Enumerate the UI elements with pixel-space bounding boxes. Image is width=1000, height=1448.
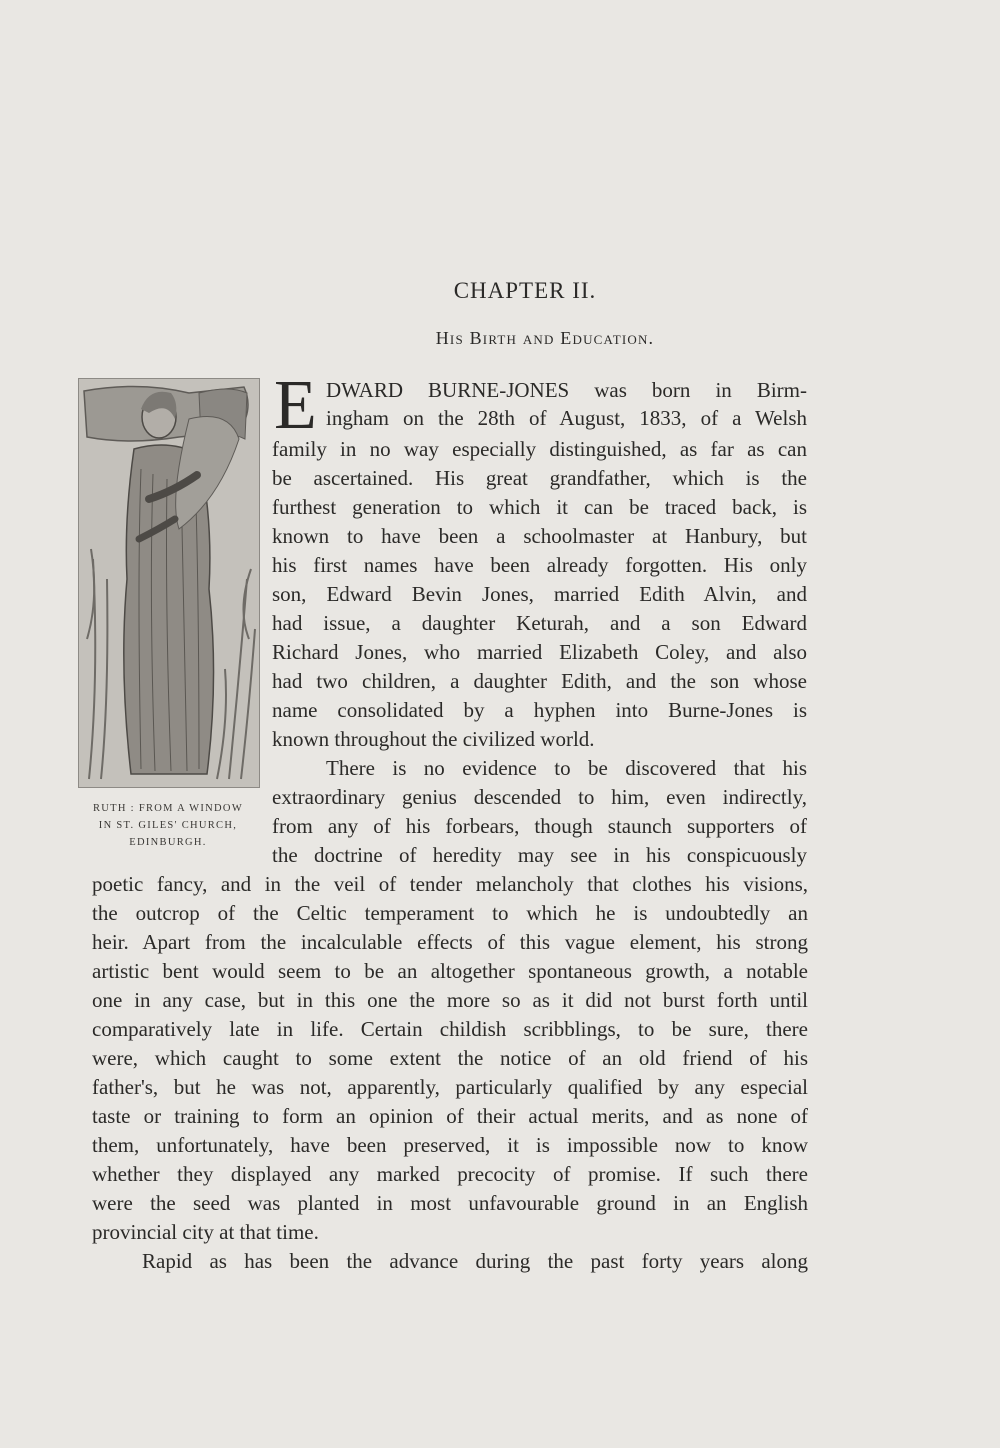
body-line: known to have been a schoolmaster at Hanbury, but (272, 524, 807, 548)
body-line: had two children, a daughter Edith, and the son whose (272, 669, 807, 693)
body-line: name consolidated by a hyphen into Burne-Jones is (272, 698, 807, 722)
figure-caption (68, 800, 268, 851)
body-line: comparatively late in life. Certain childish scribblings, to be sure, there (92, 1017, 808, 1041)
body-line: were, which caught to some extent the notice of an old friend of his (92, 1046, 808, 1070)
body-line: one in any case, but in this one the more so as it did not burst forth until (92, 988, 808, 1012)
body-line: known throughout the civilized world. (272, 727, 595, 751)
body-line: DWARD BURNE-JONES was born in Birm- (326, 378, 807, 402)
caption-line: RUTH : FROM A WINDOW (92, 803, 244, 814)
body-line: his first names have been already forgotten. His only (272, 553, 807, 577)
body-line: There is no evidence to be discovered that his (326, 756, 807, 780)
body-line: father's, but he was not, apparently, particularly qualified by any especial (92, 1075, 808, 1099)
body-line: provincial city at that time. (92, 1220, 319, 1244)
body-line: extraordinary genius descended to him, even indirectly, (272, 785, 807, 809)
chapter-title: CHAPTER II. (453, 278, 597, 303)
drop-cap: E (274, 367, 317, 444)
body-line: family in no way especially distinguished, as far as can (272, 437, 807, 461)
body-line: taste or training to form an opinion of their actual merits, and as none of (92, 1104, 808, 1128)
body-line: son, Edward Bevin Jones, married Edith Alvin, and (272, 582, 807, 606)
body-line: be ascertained. His great grandfather, which is the (272, 466, 807, 490)
body-line: ingham on the 28th of August, 1833, of a Welsh (326, 406, 807, 430)
body-line: them, unfortunately, have been preserved, it is impossible now to know (92, 1133, 808, 1157)
body-line: had issue, a daughter Keturah, and a son Edward (272, 611, 807, 635)
body-line: from any of his forbears, though staunch supporters of (272, 814, 807, 838)
ruth-window-icon (79, 379, 259, 787)
chapter-subtitle: His Birth and Education. (435, 328, 655, 348)
stained-glass-figure-illustration (78, 378, 260, 788)
body-line: the outcrop of the Celtic temperament to which he is undoubtedly an (92, 901, 808, 925)
body-line: Richard Jones, who married Elizabeth Coley, and also (272, 640, 807, 664)
body-line: Rapid as has been the advance during the past forty years along (142, 1249, 808, 1273)
caption-line: IN ST. GILES' CHURCH, (98, 820, 238, 831)
body-line: heir. Apart from the incalculable effects of this vague element, his strong (92, 930, 808, 954)
body-line: artistic bent would seem to be an altogether spontaneous growth, a notable (92, 959, 808, 983)
body-line: furthest generation to which it can be traced back, is (272, 495, 807, 519)
caption-line: EDINBURGH. (129, 837, 207, 848)
body-line: the doctrine of heredity may see in his conspicuously (272, 843, 807, 867)
body-line: whether they displayed any marked precocity of promise. If such there (92, 1162, 808, 1186)
body-line: were the seed was planted in most unfavourable ground in an English (92, 1191, 808, 1215)
body-line: poetic fancy, and in the veil of tender melancholy that clothes his visions, (92, 872, 808, 896)
